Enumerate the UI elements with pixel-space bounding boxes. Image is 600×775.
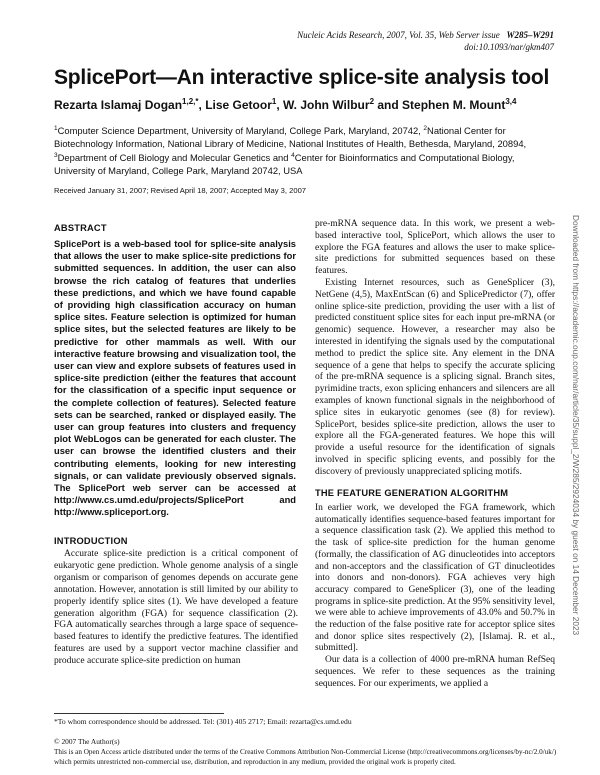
introduction-body (54, 549, 298, 668)
journal-header (297, 30, 554, 53)
doi: doi:10.1093/nar/gkm407 (464, 41, 554, 52)
paragraph: pre-mRNA sequence data. In this work, we present a web-based interactive tool, SplicePort, which allows the user to explore the FGA features and allows the user to make splice-site predictions for submitted sequences based on these features. (315, 219, 555, 277)
abstract-heading: ABSTRACT (54, 223, 107, 233)
fga-heading: THE FEATURE GENERATION ALGORITHM (315, 488, 509, 498)
paper-title: SplicePort—An interactive splice-site analysis tool (54, 66, 550, 89)
introduction-heading: INTRODUCTION (54, 536, 128, 546)
correspondence-footnote: *To whom correspondence should be addressed. Tel: (301) 405 2717; Email: rezarta@cs.umd.edu (54, 717, 352, 726)
author: W. John Wilbur$^2$ (283, 97, 375, 112)
paragraph: Existing Internet resources, such as GeneSplicer (3), NetGene (4,5), MaxEntScan (6) and SplicePredictor (7), offer online splice-site prediction, providing the user with a list of predicted constituent splice sites for each input pre-mRNA (or genomic) sequence. However, a researcher may also be interested in identifying the signals used by the computational method to predict the splice site. Any element in the DNA sequence of a gene that helps to specify the accurate splicing of the pre-mRNA sequence is a splicing signal. Branch sites, pyrimidine tracts, exon splicing enhancers and silencers are all examples of known functional signals in the neighborhood of splice sites in eukaryotic genomes (see (8) for review). SplicePort, besides splice-site prediction, allows the user to explore all the FGA-generated features. We hope this will provide a useful resource for the identification of signals involved in specific splicing events, and possibly for the discovery of previously unappreciated splicing motifs. (315, 277, 555, 477)
journal-pages: W285–W291 (506, 30, 554, 40)
author: Stephen M. Mount$^{3,4}$ (402, 97, 517, 112)
column-two-body (315, 219, 555, 479)
author-list: Rezarta Islamaj Dogan$^{1,2,*}$, Lise Getoor$^1$, W. John Wilbur$^2$ and Stephen M. Mount$^{3,4}$ (54, 97, 517, 112)
paragraph: In earlier work, we developed the FGA framework, which automatically identifies sequence-based features important for a sequence classification task (2). We applied this method to the task of splice-site prediction for the human genome (formally, the classification of AG dinucleotides into acceptors and non-acceptors and the classification of GT dinucleotides into donors and non-donors). FGA achieves very high accuracy compared to GeneSplicer (3), one of the leading programs in splice-site prediction. At the 95% sensitivity level, we were able to achieve improvements of 43.0% and 50.7% in the reduction of the false positive rate for acceptor splice sites and donor splice sites respectively (2), [Islamaj. R. et al., submitted]. (315, 503, 555, 654)
journal-citation: Nucleic Acids Research, 2007, Vol. 35, Web Server issue (297, 30, 500, 40)
license-text: This is an Open Access article distributed under the terms of the Creative Commons Attribution Non-Commercial License (http://creativecommons.org/licenses/by-nc/2.0/uk/) which permits unrestricted non-commercial use, distribution, and reproduction in any medium, provided the original work is properly cited. (54, 748, 557, 766)
abstract-text: SplicePort is a web-based tool for splice-site analysis that allows the user to make splice-site predictions for submitted sequences. In addition, the user can also browse the rich catalog of features that underlies these predictions, and which we have found capable of providing high classification accuracy on human splice sites. Feature selection is optimized for human splice sites, but the selected features are likely to be predictive for other mammals as well. With our interactive feature browsing and visualization tool, the user can view and explore subsets of features used in splice-site prediction (either the features that account for the classification of a specific input sequence or the complete collection of features). Selected feature sets can be searched, ranked or displayed easily. The user can group features into clusters and frequency plot WebLogos can be generated for each cluster. The user can browse the identified clusters and their contributing elements, looking for new interesting signals, or can validate previously observed signals. The SplicePort web server can be accessed at http://www.cs.umd.edu/projects/SplicePort and http://www.spliceport.org. (54, 239, 296, 518)
download-watermark (571, 215, 583, 685)
paragraph: Our data is a collection of 4000 pre-mRNA human RefSeq sequences. We refer to these sequences as the training sequences. For our experiments, we applied a (315, 655, 555, 689)
author: Lise Getoor$^1$ (205, 97, 277, 112)
affiliations: $^1$Computer Science Department, University of Maryland, College Park, Maryland, 20742, $^2$National Center for Biotechnology Information, National Library of Medicine, National Institutes of Health, Bethesda, Maryland, 20894, $^3$Department of Cell Biology and Molecular Genetics and $^4$Center for Bioinformatics and Computational Biology, University of Maryland, College Park, Maryland 20742, USA (54, 125, 527, 177)
paragraph: Accurate splice-site prediction is a critical component of eukaryotic gene prediction. Whole genome analysis of a single organism or comparison of genomes depends on accurate gene annotation. However, annotation is still limited by our ability to properly identify splice sites (1). We have developed a feature generation algorithm (FGA) for sequence classification (2). FGA automatically searches through a large space of sequence-based features to identify the predictive features. The identified features are used by a support vector machine classifier and produce accurate splice-site prediction on human (54, 549, 298, 667)
footnote-rule (54, 713, 224, 714)
fga-body (315, 503, 555, 690)
copyright: © 2007 The Author(s) (54, 737, 120, 746)
download-notice: Downloaded from https://academic.oup.com/nar/article/35/suppl_2/W285/2924034 by guest on 14 December 2023 (571, 215, 581, 636)
author: Rezarta Islamaj Dogan$^{1,2,*}$ (54, 97, 199, 112)
journal-citation-line (297, 30, 554, 42)
received-dates: Received January 31, 2007; Revised April 18, 2007; Accepted May 3, 2007 (54, 186, 307, 195)
